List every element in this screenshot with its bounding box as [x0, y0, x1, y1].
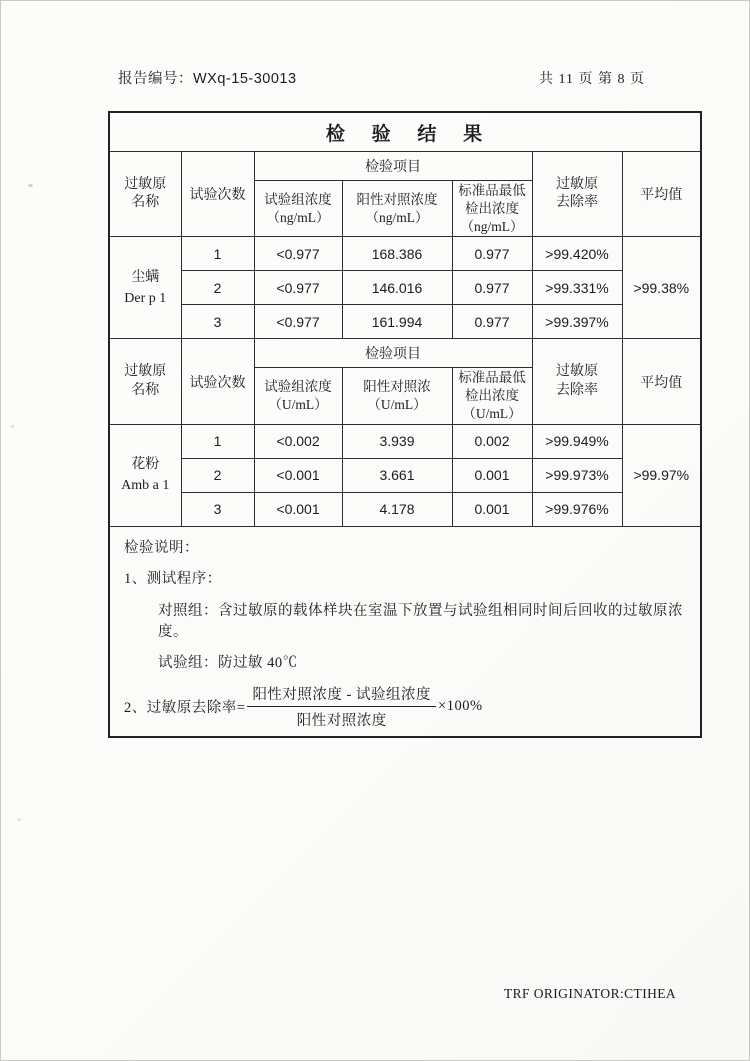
table-title: 检 验 结 果 — [109, 112, 701, 152]
notes-test-group-line: 试验组：防过敏 40℃ — [158, 655, 298, 672]
scan-artifact — [11, 425, 14, 428]
test-group-conc-cell: <0.001 — [254, 458, 342, 492]
positive-control-conc-cell: 3.939 — [342, 424, 452, 458]
average-value-cell: >99.38% — [622, 237, 701, 339]
col-header-positive-control-conc: 阳性对照浓 （U/mL） — [342, 368, 452, 424]
col-header-average: 平均值 — [622, 152, 701, 237]
removal-rate-cell: >99.331% — [532, 271, 622, 305]
removal-rate-cell: >99.420% — [532, 237, 622, 271]
std-min-detect-cell: 0.001 — [452, 458, 532, 492]
trial-no-cell: 1 — [181, 424, 254, 458]
col-header-trial-count: 试验次数 — [181, 339, 254, 424]
average-value-cell: >99.97% — [622, 424, 701, 526]
positive-control-conc-cell: 3.661 — [342, 458, 452, 492]
page-indicator: 共 11 页 第 8 页 — [539, 72, 645, 87]
std-min-detect-cell: 0.001 — [452, 492, 532, 526]
page-header — [1, 67, 749, 87]
col-header-allergen-name: 过敏原 名称 — [109, 339, 181, 424]
notes-item1-label: 1、测试程序： — [124, 571, 222, 588]
col-header-std-min-detect: 标准品最低 检出浓度 （U/mL） — [452, 368, 532, 424]
positive-control-conc-cell: 146.016 — [342, 271, 452, 305]
table-row — [109, 305, 701, 339]
col-header-test-group-conc: 试验组浓度 （ng/mL） — [254, 181, 342, 237]
col-header-average: 平均值 — [622, 339, 701, 424]
notes-section — [109, 526, 701, 737]
removal-rate-cell: >99.397% — [532, 305, 622, 339]
table-row — [109, 424, 701, 458]
report-number: 报告编号：WXq-15-30013 — [118, 71, 297, 87]
col-header-std-min-detect: 标准品最低 检出浓度 （ng/mL） — [452, 181, 532, 237]
scan-artifact — [28, 184, 33, 187]
removal-rate-cell: >99.973% — [532, 458, 622, 492]
trial-no-cell: 3 — [181, 305, 254, 339]
test-group-conc-cell: <0.002 — [254, 424, 342, 458]
formula-denominator: 阳性对照浓度 — [296, 712, 387, 729]
formula-numerator: 阳性对照浓度 - 试验组浓度 — [247, 683, 436, 707]
removal-rate-formula — [124, 683, 688, 730]
table-row — [109, 492, 701, 526]
std-min-detect-cell: 0.977 — [452, 271, 532, 305]
removal-rate-cell: >99.949% — [532, 424, 622, 458]
col-header-removal-rate: 过敏原 去除率 — [532, 152, 622, 237]
col-header-removal-rate: 过敏原 去除率 — [532, 339, 622, 424]
col-header-test-items: 检验项目 — [254, 152, 532, 181]
table-row — [109, 271, 701, 305]
table-row — [109, 237, 701, 271]
col-header-allergen-name: 过敏原 名称 — [109, 152, 181, 237]
col-header-trial-count: 试验次数 — [181, 152, 254, 237]
removal-rate-cell: >99.976% — [532, 492, 622, 526]
col-header-test-items: 检验项目 — [254, 339, 532, 368]
positive-control-conc-cell: 168.386 — [342, 237, 452, 271]
test-group-conc-cell: <0.977 — [254, 237, 342, 271]
formula-prefix: 2、过敏原去除率= — [124, 699, 246, 716]
positive-control-conc-cell: 161.994 — [342, 305, 452, 339]
scan-artifact — [17, 818, 21, 821]
col-header-positive-control-conc: 阳性对照浓度 （ng/mL） — [342, 181, 452, 237]
std-min-detect-cell: 0.002 — [452, 424, 532, 458]
test-group-conc-cell: <0.977 — [254, 271, 342, 305]
trial-no-cell: 2 — [181, 271, 254, 305]
formula-fraction — [247, 683, 436, 730]
notes-control-group-line: 对照组：含过敏原的载体样块在室温下放置与试验组相同时间后回收的过敏原浓度。 — [158, 602, 683, 640]
allergen-name-cell: 尘螨 Der p 1 — [109, 237, 181, 339]
positive-control-conc-cell: 4.178 — [342, 492, 452, 526]
col-header-test-group-conc: 试验组浓度 （U/mL） — [254, 368, 342, 424]
std-min-detect-cell: 0.977 — [452, 237, 532, 271]
allergen-name-cell: 花粉 Amb a 1 — [109, 424, 181, 526]
test-group-conc-cell: <0.001 — [254, 492, 342, 526]
std-min-detect-cell: 0.977 — [452, 305, 532, 339]
results-table — [108, 111, 702, 738]
trial-no-cell: 3 — [181, 492, 254, 526]
trf-originator: TRF ORIGINATOR:CTIHEA — [504, 986, 677, 1001]
trial-no-cell: 2 — [181, 458, 254, 492]
formula-multiplier: ×100% — [438, 697, 483, 714]
notes-title: 检验说明： — [124, 539, 199, 556]
trial-no-cell: 1 — [181, 237, 254, 271]
table-row — [109, 458, 701, 492]
test-group-conc-cell: <0.977 — [254, 305, 342, 339]
